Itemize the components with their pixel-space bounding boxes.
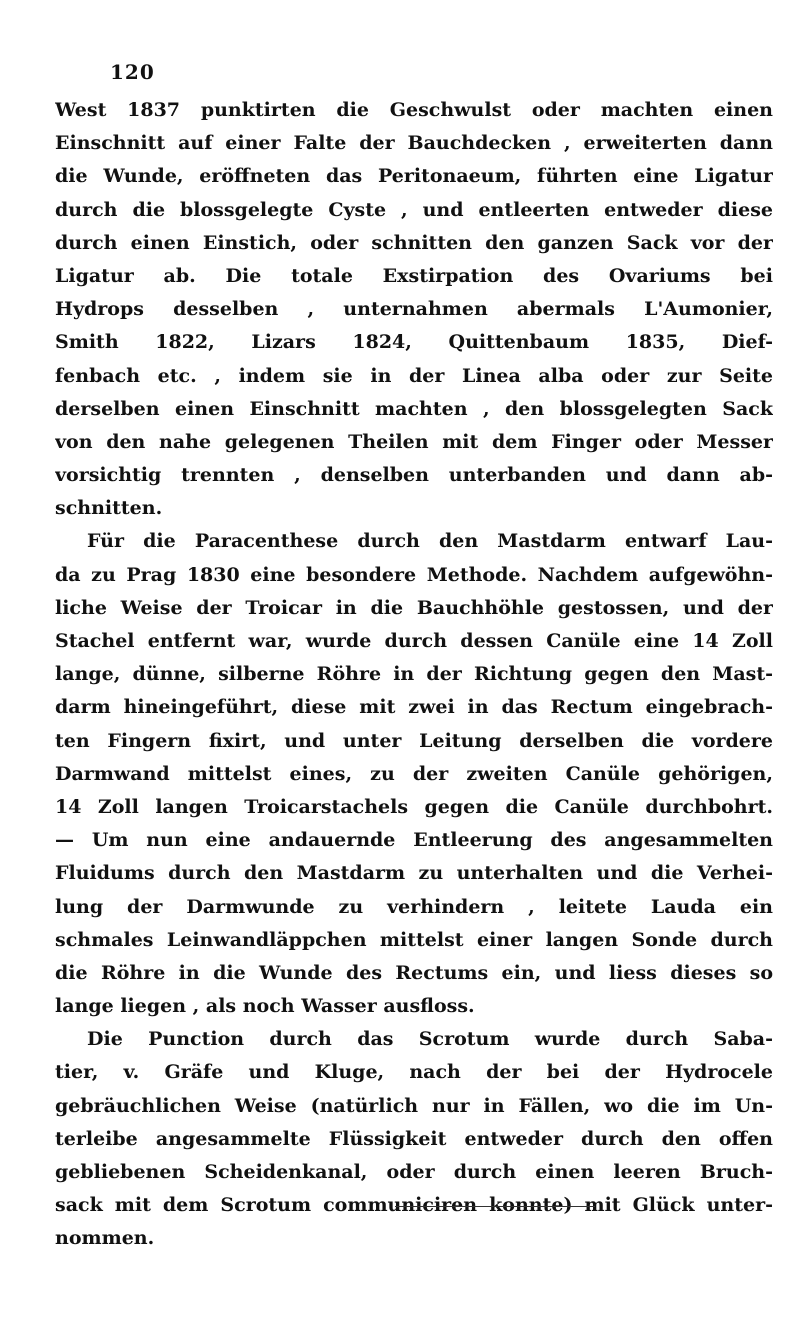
text-line: die Wunde, eröffneten das Peritonaeum, führten eine Ligatur — [55, 165, 773, 188]
closing-rule — [395, 1206, 595, 1207]
text-line: Smith 1822, Lizars 1824, Quittenbaum 1835, Dief- — [55, 331, 773, 354]
text-line: tier, v. Gräfe und Kluge, nach der bei der Hydrocele — [55, 1061, 773, 1084]
text-line: terleibe angesammelte Flüssigkeit entweder durch den offen — [55, 1127, 773, 1150]
text-line: gebräuchlichen Weise (natürlich nur in Fällen, wo die im Un- — [55, 1094, 773, 1117]
text-line: lung der Darmwunde zu verhindern , leitete Lauda ein — [55, 895, 773, 918]
text-line: fenbach etc. , indem sie in der Linea alba oder zur Seite — [55, 364, 773, 387]
text-line: Stachel entfernt war, wurde durch dessen Canüle eine 14 Zoll — [55, 630, 773, 652]
text-line: gebliebenen Scheidenkanal, oder durch einen leeren Bruch- — [55, 1161, 773, 1183]
text-line: 14 Zoll langen Troicarstachels gegen die Canüle durchbohrt. — [55, 795, 773, 818]
text-line: lange liegen , als noch Wasser ausfloss. — [55, 995, 475, 1018]
text-line: Darmwand mittelst eines, zu der zweiten Canüle gehörigen, — [55, 762, 773, 785]
page-number: 120 — [110, 60, 155, 84]
text-line: sack mit dem Scrotum communiciren konnte) mit Glück unter- — [55, 1194, 773, 1217]
text-line: Ligatur ab. Die totale Exstirpation des Ovariums bei — [55, 264, 773, 287]
text-line: Fluidums durch den Mastdarm zu unterhalten und die Verhei- — [55, 862, 773, 885]
text-line: durch die blossgelegte Cyste , und entleerten entweder diese — [55, 198, 773, 221]
text-line: schnitten. — [55, 497, 163, 520]
text-line: Für die Paracenthese durch den Mastdarm entwarf Lau- — [87, 530, 773, 553]
text-line: ten Fingern fixirt, und unter Leitung derselben die vordere — [55, 729, 773, 752]
text-line: — Um nun eine andauernde Entleerung des angesammelten — [55, 829, 773, 852]
body-text — [55, 94, 773, 1256]
text-line: derselben einen Einschnitt machten , den blossgelegten Sack — [55, 397, 773, 420]
text-line: lange, dünne, silberne Röhre in der Richtung gegen den Mast- — [55, 663, 773, 686]
text-line: da zu Prag 1830 eine besondere Methode. Nachdem aufgewöhn- — [55, 563, 773, 586]
text-line: nommen. — [55, 1227, 155, 1250]
text-line: Hydrops desselben , unternahmen abermals L'Aumonier, — [55, 298, 773, 321]
text-line: schmales Leinwandläppchen mittelst einer langen Sonde durch — [55, 928, 773, 951]
text-line: liche Weise der Troicar in die Bauchhöhle gestossen, und der — [55, 596, 773, 619]
text-line: Die Punction durch das Scrotum wurde durch Saba- — [87, 1028, 773, 1051]
text-line: West 1837 punktirten die Geschwulst oder machten einen — [55, 99, 773, 121]
text-line: die Röhre in die Wunde des Rectums ein, und liess dieses so — [55, 961, 773, 984]
text-line: darm hineingeführt, diese mit zwei in das Rectum eingebrach- — [55, 696, 773, 719]
text-line: vorsichtig trennten , denselben unterbanden und dann ab- — [55, 464, 773, 487]
text-line: durch einen Einstich, oder schnitten den ganzen Sack vor der — [55, 231, 773, 254]
text-line: Einschnitt auf einer Falte der Bauchdecken , erweiterten dann — [55, 132, 773, 155]
text-line: von den nahe gelegenen Theilen mit dem Finger oder Messer — [55, 430, 773, 453]
